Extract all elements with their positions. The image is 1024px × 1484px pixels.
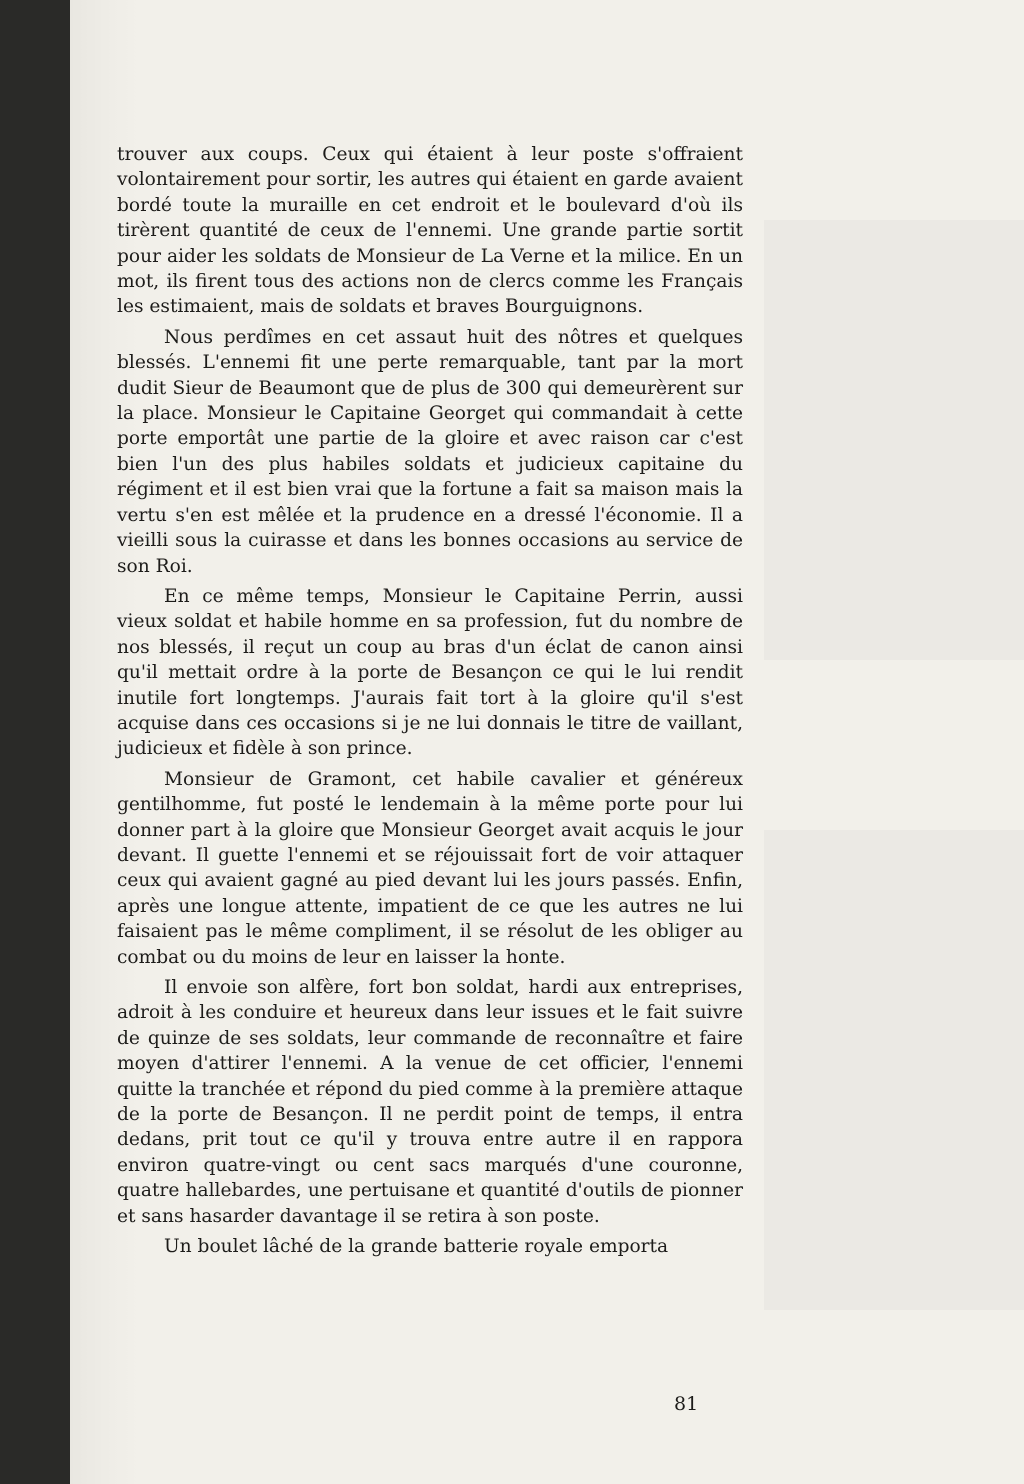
paragraph-alfere: Il envoie son alfère, fort bon soldat, hardi aux entreprises, adroit à les conduire et heureux dans leur issues et le fait suivre de quinze de ses soldats, leur commande de reconnaître et faire moyen d'attirer l'ennemi. A la venue de cet officier, l'ennemi quitte la tranchée et répond du pied comme à la première attaque de la porte de Besançon. Il ne perdit point de temps, il entra dedans, prit tout ce qu'il y trouva entre autre il en rappora environ quatre-vingt ou cent sacs marqués d'une couronne, quatre hallebardes, une pertuisane et quantité d'outils de pionner et sans hasarder davantage il se retira à son poste. <box>117 977 743 1227</box>
paragraph-gramont: Monsieur de Gramont, cet habile cavalier et généreux gentilhomme, fut posté le lendemain à la même porte pour lui donner part à la gloire que Monsieur Georget avait acquis le jour devant. Il guette l'ennemi et se réjouissait fort de voir attaquer ceux qui avaient gagné au pied devant lui les jours passés. Enfin, après une longue attente, impatient de ce que les autres ne lui faisaient pas le même compliment, il se résolut de les obliger au combat ou du moins de leur en laisser la honte. <box>117 768 743 968</box>
paragraph-boulet: Un boulet lâché de la grande batterie royale emporta <box>164 1236 669 1258</box>
paragraph-continuation: trouver aux coups. Ceux qui étaient à leur poste s'offraient volontairement pour sortir, les autres qui étaient en garde avaient bordé toute la muraille en cet endroit et le boulevard d'où ils tirèrent quantité de ceux de l'ennemi. Une grande partie sortit pour aider les soldats de Monsieur de La Verne et la milice. En un mot, ils firent tous des actions non de clercs comme les Français les estimaient, mais de soldats et braves Bourguignons. <box>117 144 743 318</box>
body-text <box>117 142 743 1264</box>
paragraph-losses: Nous perdîmes en cet assaut huit des nôtres et quelques blessés. L'ennemi fit une perte remarquable, tant par la mort dudit Sieur de Beaumont que de plus de 300 qui demeurèrent sur la place. Monsieur le Capitaine Georget qui commandait à cette porte emportât une partie de la gloire et avec raison car c'est bien l'un des plus habiles soldats et judicieux capitaine du régiment et il est bien vrai que la fortune a fait sa maison mais la vertu s'en est mêlée et la prudence en a dressé l'économie. Il a vieilli sous la cuirasse et dans les bonnes occasions au service de son Roi. <box>117 326 743 577</box>
show-through-block-upper <box>764 220 1024 660</box>
page-number: 81 <box>674 1393 699 1415</box>
show-through-block-lower <box>764 830 1024 1310</box>
paragraph-perrin: En ce même temps, Monsieur le Capitaine Perrin, aussi vieux soldat et habile homme en sa profession, fut du nombre de nos blessés, il reçut un coup au bras d'un éclat de canon ainsi qu'il mettait ordre à la porte de Besançon ce qui le lui rendit inutile fort longtemps. J'aurais fait tort à la gloire qu'il s'est acquise dans ces occasions si je ne lui donnais le titre de vaillant, judicieux et fidèle à son prince. <box>117 585 743 760</box>
book-page <box>70 0 1024 1484</box>
